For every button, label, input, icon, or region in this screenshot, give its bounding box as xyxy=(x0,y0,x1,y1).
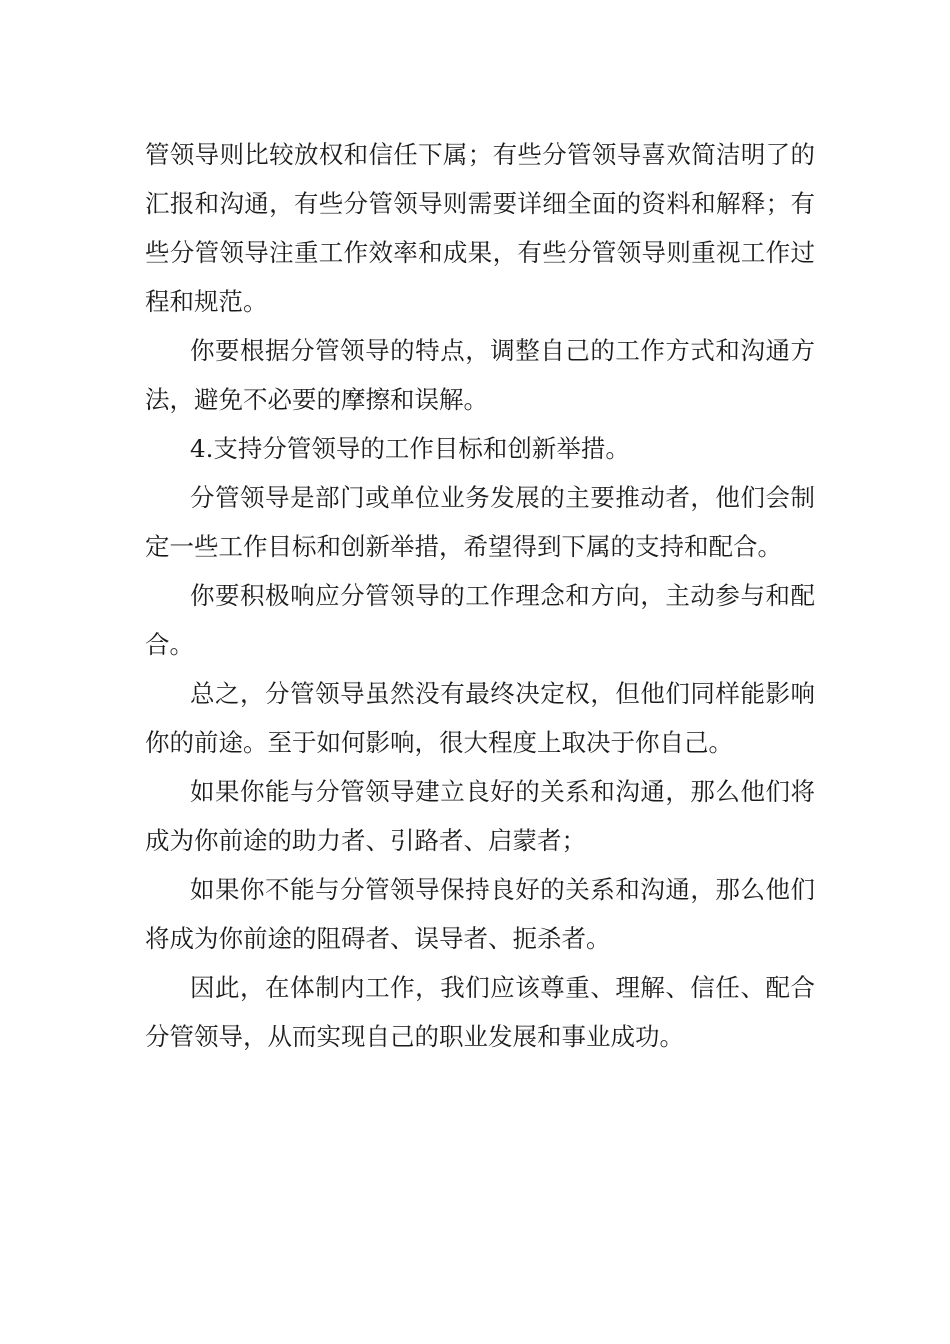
paragraph-3-heading: 4.支持分管领导的工作目标和创新举措。 xyxy=(190,434,630,463)
paragraph-8: 如果你不能与分管领导保持良好的关系和沟通，那么他们将成为你前途的阻碍者、误导者、扼杀者。 xyxy=(145,875,815,953)
paragraph-9: 因此，在体制内工作，我们应该尊重、理解、信任、配合分管领导，从而实现自己的职业发展和事业成功。 xyxy=(145,973,815,1051)
paragraph-7: 如果你能与分管领导建立良好的关系和沟通，那么他们将成为你前途的助力者、引路者、启蒙者； xyxy=(145,777,815,855)
paragraph-1: 管领导则比较放权和信任下属；有些分管领导喜欢简洁明了的汇报和沟通，有些分管领导则需要详细全面的资料和解释；有些分管领导注重工作效率和成果，有些分管领导则重视工作过程和规范。 xyxy=(145,140,815,316)
paragraph-4: 分管领导是部门或单位业务发展的主要推动者，他们会制定一些工作目标和创新举措，希望得到下属的支持和配合。 xyxy=(145,483,815,561)
paragraph-6: 总之，分管领导虽然没有最终决定权，但他们同样能影响你的前途。至于如何影响，很大程度上取决于你自己。 xyxy=(145,679,815,757)
document-body xyxy=(145,130,815,1061)
paragraph-2: 你要根据分管领导的特点，调整自己的工作方式和沟通方法，避免不必要的摩擦和误解。 xyxy=(145,336,815,414)
paragraph-5: 你要积极响应分管领导的工作理念和方向，主动参与和配合。 xyxy=(145,581,815,659)
